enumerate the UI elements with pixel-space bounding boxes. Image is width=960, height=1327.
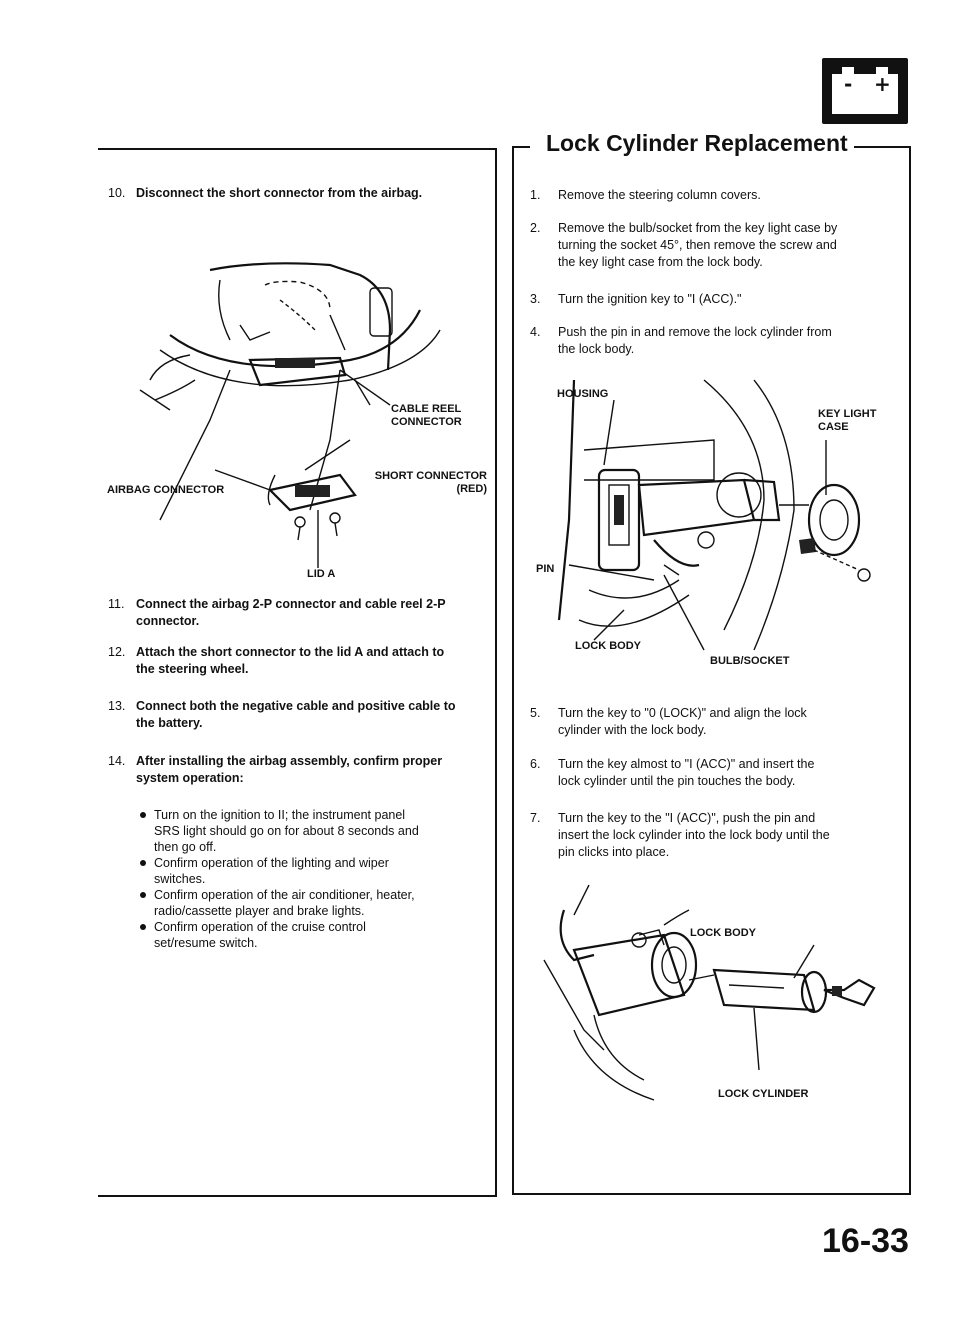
label-bulb-socket: BULB/SOCKET: [710, 655, 790, 667]
step-2: [530, 220, 900, 274]
step-number: 11.: [108, 597, 125, 611]
label-lock-body: LOCK BODY: [575, 640, 641, 652]
bullet-line: switches.: [154, 872, 206, 886]
step-text: [136, 596, 446, 630]
step-line: the battery.: [136, 716, 203, 730]
label-lock-body-2: LOCK BODY: [690, 927, 756, 939]
bullet-icon: [140, 924, 146, 930]
bullet-line: Confirm operation of the air conditioner, heater,: [154, 888, 415, 902]
step-line: Turn the key almost to "I (ACC)" and insert the: [558, 757, 815, 771]
step-text: [558, 220, 837, 271]
step-number: 5.: [530, 706, 541, 720]
step-3: [530, 291, 900, 311]
step-number: 12.: [108, 645, 126, 659]
step-number: 2.: [530, 221, 541, 235]
step-text: [558, 756, 814, 790]
step-line: lock cylinder until the pin touches the body.: [558, 774, 796, 788]
step-line: cylinder with the lock body.: [558, 723, 707, 737]
step-line: Turn the key to the "I (ACC)", push the pin and: [558, 811, 816, 825]
step-line: Turn the key to "0 (LOCK)" and align the lock: [558, 706, 807, 720]
lock-cylinder-illustration: [514, 880, 904, 1120]
label-line: CASE: [818, 421, 849, 433]
step-14: [108, 753, 488, 789]
step-line: pin clicks into place.: [558, 845, 670, 859]
label-line: SHORT CONNECTOR: [374, 470, 487, 482]
list-item: [140, 855, 485, 887]
step-line: the lock body.: [558, 342, 635, 356]
label-lid-a: LID A: [307, 568, 336, 580]
step-text: [558, 324, 832, 358]
step-line: the key light case from the lock body.: [558, 255, 763, 269]
step-line: Connect both the negative cable and positive cable to: [136, 699, 456, 713]
step-line: Connect the airbag 2-P connector and cable reel 2-P: [136, 597, 446, 611]
step-text: Turn the ignition key to "I (ACC).": [558, 292, 742, 306]
battery-icon: [822, 58, 908, 124]
bullet-line: set/resume switch.: [154, 936, 258, 950]
list-item: [140, 887, 485, 919]
step-line: insert the lock cylinder into the lock body until the: [558, 828, 830, 842]
page-number: 16-33: [822, 1222, 909, 1260]
bullet-line: Confirm operation of the cruise control: [154, 920, 366, 934]
step-12: [108, 644, 488, 680]
step-number: 1.: [530, 188, 541, 202]
step-text: [136, 698, 456, 732]
bullet-icon: [140, 860, 146, 866]
label-line: CABLE REEL: [391, 403, 462, 415]
step-number: 7.: [530, 811, 541, 825]
label-airbag-connector: AIRBAG CONNECTOR: [107, 484, 225, 496]
step-line: the steering wheel.: [136, 662, 249, 676]
step-text: [136, 644, 444, 678]
label-key-light-case: [818, 408, 876, 434]
label-pin: PIN: [536, 563, 555, 575]
step-number: 10.: [108, 186, 126, 200]
bullet-line: Turn on the ignition to II; the instrument panel: [154, 808, 406, 822]
step-10: [108, 185, 488, 205]
bullet-line: radio/cassette player and brake lights.: [154, 904, 365, 918]
bullet-line: then go off.: [154, 840, 217, 854]
step-line: turning the socket 45°, then remove the screw and: [558, 238, 837, 252]
step-6: [530, 756, 900, 792]
step-text: [136, 753, 442, 787]
step-text: Remove the steering column covers.: [558, 188, 761, 202]
list-item: [140, 807, 485, 855]
step-line: Push the pin in and remove the lock cylinder from: [558, 325, 832, 339]
battery-minus-sign: -: [844, 72, 853, 96]
step-1: [530, 187, 900, 207]
section-title: Lock Cylinder Replacement: [540, 130, 854, 157]
label-line: CONNECTOR: [391, 416, 462, 428]
label-line: (RED): [456, 483, 487, 495]
bullet-line: Confirm operation of the lighting and wiper: [154, 856, 389, 870]
step-11: [108, 596, 488, 632]
list-item: [140, 919, 485, 951]
step-line: After installing the airbag assembly, confirm proper: [136, 754, 443, 768]
step-line: system operation:: [136, 771, 244, 785]
bullet-icon: [140, 892, 146, 898]
step-line: connector.: [136, 614, 200, 628]
step-text: [558, 810, 830, 861]
label-housing: HOUSING: [557, 388, 609, 400]
label-line: KEY LIGHT: [818, 408, 877, 420]
step-number: 6.: [530, 757, 541, 771]
battery-plus-sign: +: [874, 72, 891, 96]
step-13: [108, 698, 488, 734]
step-number: 3.: [530, 292, 541, 306]
step-7: [530, 810, 900, 864]
step-number: 14.: [108, 754, 126, 768]
step-line: Attach the short connector to the lid A and attach to: [136, 645, 445, 659]
step-number: 4.: [530, 325, 541, 339]
step-text: [558, 705, 807, 739]
bullet-line: SRS light should go on for about 8 seconds and: [154, 824, 419, 838]
step-line: Remove the bulb/socket from the key light case by: [558, 221, 838, 235]
step-text: Disconnect the short connector from the airbag.: [136, 186, 423, 200]
label-cable-reel: [391, 403, 462, 429]
verification-list: [140, 807, 485, 951]
step-4: [530, 324, 900, 360]
label-lock-cylinder: LOCK CYLINDER: [718, 1088, 809, 1100]
step-5: [530, 705, 900, 741]
step-number: 13.: [108, 699, 126, 713]
label-short-connector: [353, 470, 487, 496]
bullet-icon: [140, 812, 146, 818]
